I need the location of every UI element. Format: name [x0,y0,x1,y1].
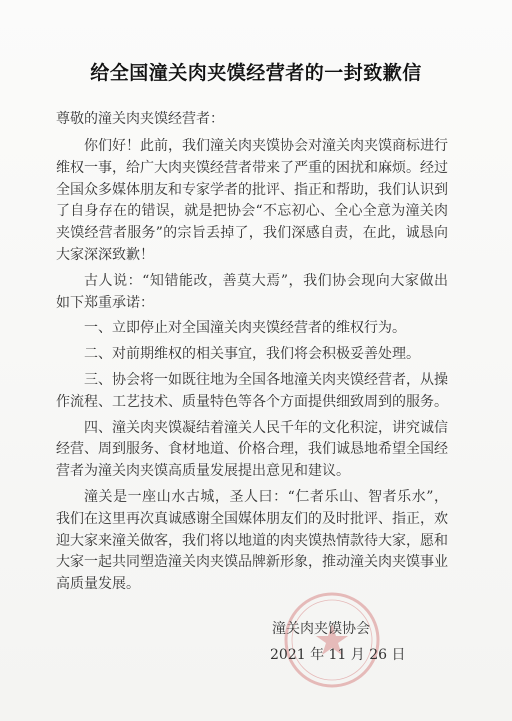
letter-title: 给全国潼关肉夹馍经营者的一封致歉信 [90,62,422,84]
signature-date: 2021 年 11 月 26 日 [270,647,406,663]
official-seal-icon [282,590,382,690]
letter-body [56,136,448,600]
paragraph-intro: 你们好！此前，我们潼关肉夹馍协会对潼关肉夹馍商标进行维权一事，给广大肉夹馍经营者带来了严重的困扰和麻烦。经过全国众多媒体朋友和专家学者的批评、指正和帮助，我们认识到了自身存在的错误，就是把协会“不忘初心、全心全意为潼关肉夹馍经营者服务”的宗旨丢掉了，我们深感自责，在此，诚恳向大家深深致歉！ [56,138,448,263]
paragraph-item-4: 四、潼关肉夹馍凝结着潼关人民千年的文化积淀，讲究诚信经营、周到服务、食材地道、价格合理，我们诚恳地希望全国经营者为潼关肉夹馍高质量发展提出意见和建议。 [56,419,448,480]
paragraph-item-3: 三、协会将一如既往地为全国各地潼关肉夹馍经营者，从操作流程、工艺技术、质量特色等各个方面提供细致周到的服务。 [56,371,448,410]
paragraph-item-2: 二、对前期维权的相关事宜，我们将会积极妥善处理。 [84,346,420,363]
salutation: 尊敬的潼关肉夹馍经营者： [56,111,224,127]
paragraph-commitment-lead: 古人说：“知错能改，善莫大焉”，我们协会现向大家做出如下郑重承诺： [56,272,448,311]
paragraph-item-1: 一、立即停止对全国潼关肉夹馍经营者的维权行为。 [84,320,406,337]
signature-organization: 潼关肉夹馍协会 [272,621,370,637]
paragraph-closing: 潼关是一座山水古城，圣人曰：“仁者乐山、智者乐水”，我们在这里再次真诚感谢全国媒体朋友们的及时批评、指正，欢迎大家来潼关做客，我们将以地道的肉夹馍热情款待大家，愿和大家一起共同塑造潼关肉夹馍品牌新形象，推动潼关肉夹馍事业高质量发展。 [56,488,448,593]
